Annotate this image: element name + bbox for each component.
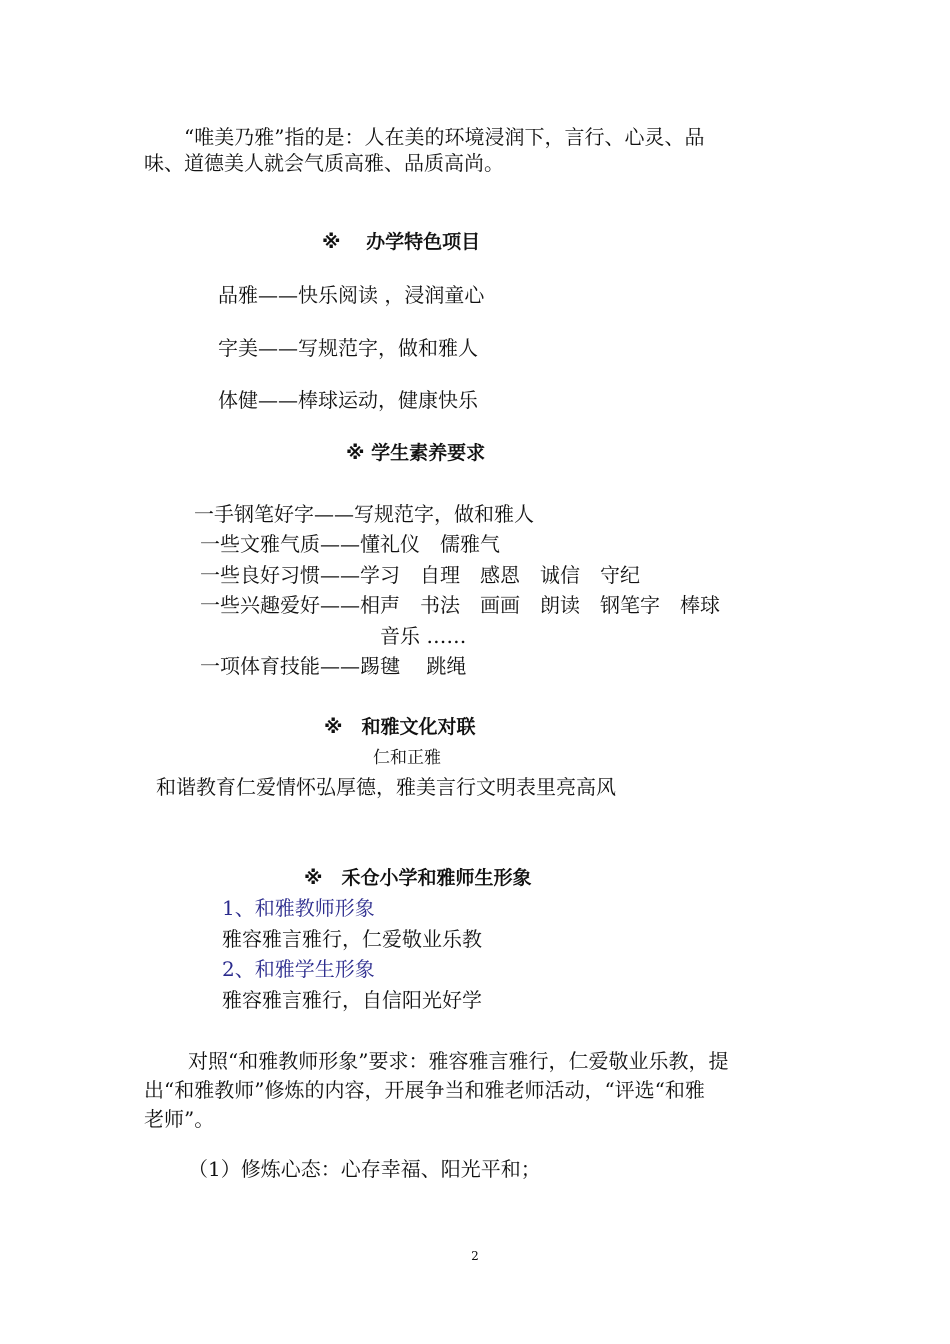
feature-item: 体健——棒球运动，健康快乐 <box>218 388 478 412</box>
section-heading-students: ※ 学生素养要求 <box>346 442 486 464</box>
student-item-continuation: 音乐 …… <box>380 624 467 648</box>
student-item: 一项体育技能——踢毽 跳绳 <box>200 654 467 678</box>
closing-item-1: （1）修炼心态：心存幸福、阳光平和； <box>188 1157 541 1181</box>
student-image-title: 2、和雅学生形象 <box>222 957 375 981</box>
student-item: 一些文雅气质——懂礼仪 儒雅气 <box>200 532 500 556</box>
feature-item: 品雅——快乐阅读 ，浸润童心 <box>218 283 485 307</box>
couplet-text: 和谐教育仁爱情怀弘厚德，雅美言行文明表里亮高风 <box>156 775 616 799</box>
closing-line-3: 老师”。 <box>144 1107 215 1131</box>
student-image-desc: 雅容雅言雅行，自信阳光好学 <box>222 988 482 1012</box>
student-item: 一手钢笔好字——写规范字，做和雅人 <box>194 502 534 526</box>
intro-line-2: 味、道德美人就会气质高雅、品质高尚。 <box>144 151 504 175</box>
teacher-image-title: 1、和雅教师形象 <box>222 896 375 920</box>
feature-item: 字美——写规范字，做和雅人 <box>218 336 478 360</box>
student-item: 一些良好习惯——学习 自理 感恩 诚信 守纪 <box>200 563 640 587</box>
section-heading-couplet: ※ 和雅文化对联 <box>324 716 476 738</box>
student-item: 一些兴趣爱好——相声 书法 画画 朗读 钢笔字 棒球 <box>200 593 720 617</box>
couplet-banner: 仁和正雅 <box>373 748 441 768</box>
closing-line-1: 对照“和雅教师形象”要求：雅容雅言雅行，仁爱敬业乐教，提 <box>188 1049 729 1073</box>
teacher-image-desc: 雅容雅言雅行，仁爱敬业乐教 <box>222 927 482 951</box>
page-number: 2 <box>471 1249 479 1263</box>
intro-line-1: “唯美乃雅”指的是：人在美的环境浸润下，言行、心灵、品 <box>184 125 705 149</box>
section-heading-features: ※ 办学特色项目 <box>322 231 481 253</box>
section-heading-image: ※ 禾仓小学和雅师生形象 <box>304 867 532 889</box>
closing-line-2: 出“和雅教师”修炼的内容，开展争当和雅老师活动，“评选“和雅 <box>144 1078 705 1102</box>
